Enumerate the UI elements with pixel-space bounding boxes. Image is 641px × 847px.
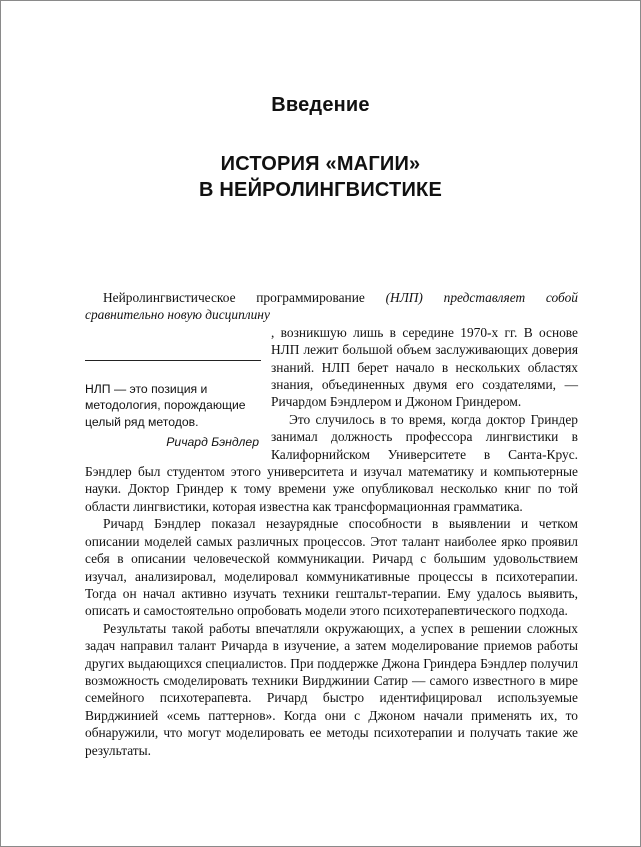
paragraph-2: Это случилось в то время, когда доктор Гриндер занимал должность профессора лингвистики в Калифорнийском Университете в Санта-Крус. Бэндлер был студентом этого университета и изучал математику и компьютерные науки. Доктор Гриндер к тому времени уже опубликовал несколько книг по той области лингвистики, которая известна как трансформационная грамматика. bbox=[85, 411, 578, 514]
paragraph-4: Результаты такой работы впечатляли окружающих, а успех в решении сложных задач направил талант Ричарда в изучение, а затем моделирование приемов работы других выдающихся специалистов. При поддержке Джона Гриндера Бэндлер получил возможность смоделировать техники Вирджинии Сатир — самого известного в мире семейного психотерапевта. Ричард быстро идентифицировал используемые Вирджинией «семь паттернов». Когда они с Джоном начали применять их, то обнаружили, что могут моделировать ее методы психотерапии и получать такие же результаты. bbox=[85, 620, 578, 758]
chapter-label: Введение bbox=[271, 94, 370, 116]
paragraph-1-rest: , возникшую лишь в середине 1970-х гг. В основе НЛП лежит большой объем заслуживающих доверия знаний. НЛП берет начало в нескольких областях знания, объединенных двумя его создателями, — Ричардом Бэндлером и Джоном Гриндером. bbox=[271, 324, 578, 410]
paragraph-1-intro: Нейролингвистическое программирование bbox=[103, 290, 386, 305]
sidebar-quote-box bbox=[85, 360, 261, 451]
sidebar-quote-author: Ричард Бэндлер bbox=[166, 435, 259, 450]
paragraph-1 bbox=[85, 289, 578, 324]
paragraph-3: Ричард Бэндлер показал незаурядные способности в выявлении и четком описании моделей самых различных процессов. Этот талант наиболее ярко проявил себя в описании человеческой коммуникации. Ричард с большим удовольствием изучал, анализировал, моделировал коммуникативные процессы в психотерапии. Тогда он начал активно изучать техники гештальт-терапии. Ему удалось выявить, описать и самостоятельно опробовать модели этого психотерапевтического подхода. bbox=[85, 516, 578, 619]
chapter-title bbox=[1, 151, 640, 203]
chapter-title-line-1: ИСТОРИЯ «МАГИИ» bbox=[220, 153, 421, 175]
body-text bbox=[85, 289, 578, 759]
paragraph-1-emphasis: (НЛП) представляет собой сравнительно новую дисциплину bbox=[85, 290, 578, 323]
chapter-title-line-2: В НЕЙРОЛИНГВИСТИКЕ bbox=[199, 179, 442, 201]
sidebar-quote: НЛП — это позиция и методология, порождающие целый ряд методов. bbox=[85, 381, 246, 429]
